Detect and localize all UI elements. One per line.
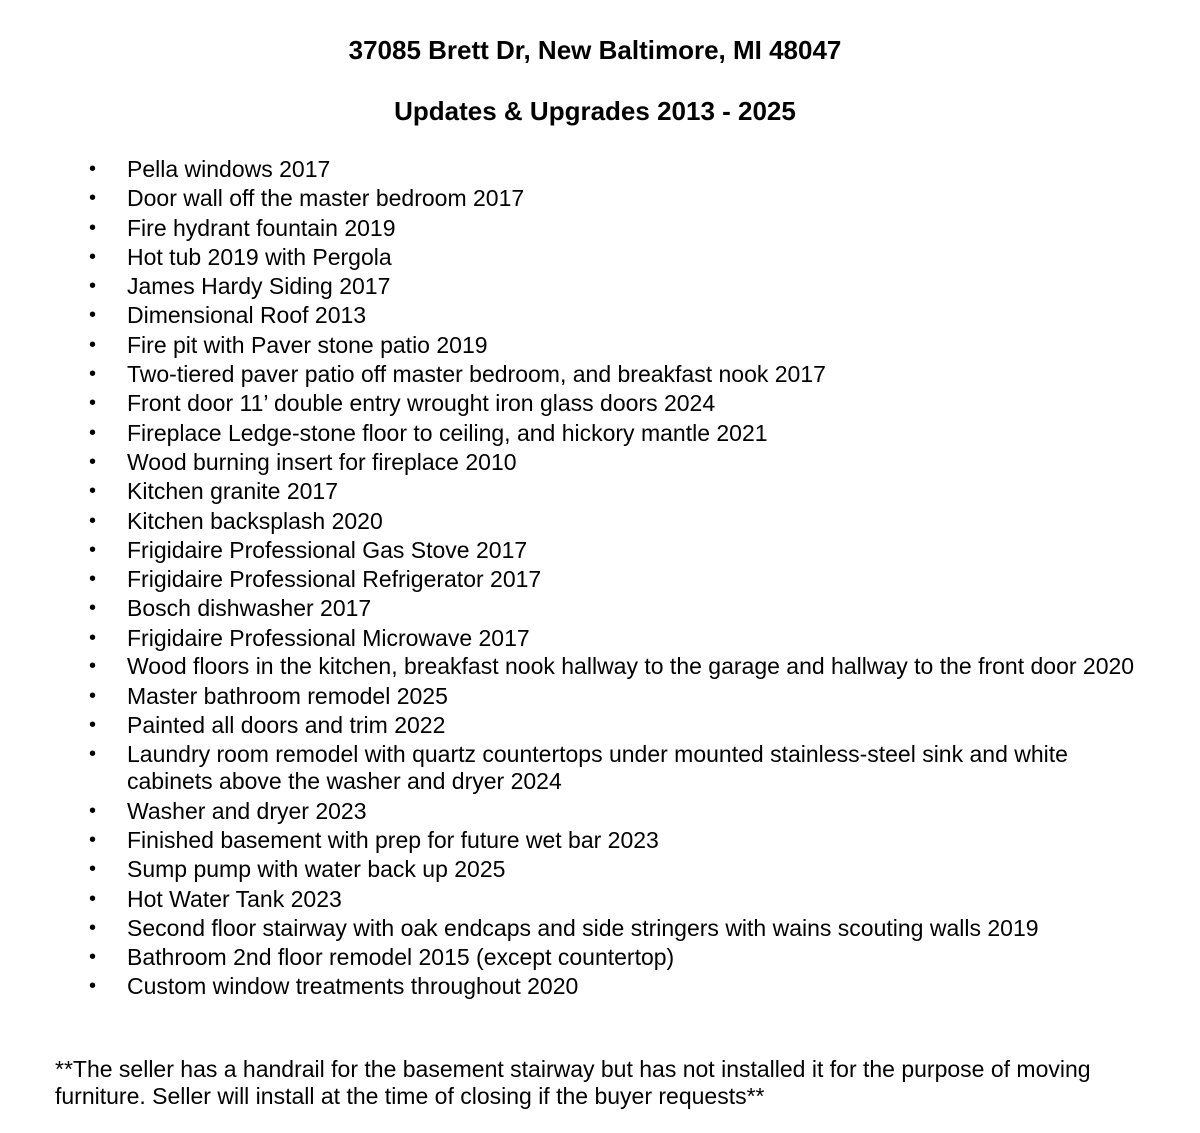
list-item — [89, 448, 1137, 477]
bullet-icon: • — [89, 714, 97, 737]
list-item-text: Frigidaire Professional Microwave 2017 — [127, 624, 530, 651]
list-item-text: Custom window treatments throughout 2020 — [127, 973, 579, 1000]
list-item-text: Laundry room remodel with quartz countertops under mounted stainless-steel sink and white cabinets above the washer and dryer 2024 — [127, 740, 1068, 794]
list-item — [89, 331, 1137, 360]
bullet-icon: • — [89, 450, 97, 473]
list-item — [89, 419, 1137, 448]
list-item — [89, 914, 1137, 943]
list-item — [89, 272, 1137, 301]
list-item — [89, 594, 1137, 623]
list-item — [89, 943, 1137, 972]
list-item-text: Second floor stairway with oak endcaps and side stringers with wains scouting walls 2019 — [127, 914, 1039, 941]
bullet-icon: • — [89, 568, 97, 591]
list-item — [89, 214, 1137, 243]
list-item-text: Hot tub 2019 with Pergola — [127, 243, 392, 270]
list-item-text: Two-tiered paver patio off master bedroom, and breakfast nook 2017 — [127, 361, 826, 388]
bullet-icon: • — [89, 421, 97, 444]
list-item-text: Door wall off the master bedroom 2017 — [127, 185, 525, 212]
bullet-icon: • — [89, 626, 97, 649]
document-title: 37085 Brett Dr, New Baltimore, MI 48047 — [348, 35, 842, 65]
bullet-icon: • — [89, 887, 97, 910]
list-item-text: Frigidaire Professional Refrigerator 2017 — [127, 566, 542, 593]
list-item-text: Wood burning insert for fireplace 2010 — [127, 448, 517, 475]
list-item-text: Fire pit with Paver stone patio 2019 — [127, 331, 488, 358]
list-item — [89, 624, 1137, 653]
bullet-icon: • — [89, 799, 97, 822]
bullet-icon: • — [89, 655, 97, 678]
list-item — [89, 797, 1137, 826]
upgrades-list — [89, 155, 1137, 1002]
list-item — [89, 885, 1137, 914]
bullet-icon: • — [89, 245, 97, 268]
list-item-text: Painted all doors and trim 2022 — [127, 712, 446, 739]
bullet-icon: • — [89, 158, 97, 180]
list-item-text: Finished basement with prep for future wet bar 2023 — [127, 826, 659, 853]
list-item-text: Fire hydrant fountain 2019 — [127, 214, 396, 241]
list-item-text: Fireplace Ledge-stone floor to ceiling, and hickory mantle 2021 — [127, 419, 768, 446]
list-item-text: Kitchen backsplash 2020 — [127, 507, 383, 534]
bullet-icon: • — [89, 509, 97, 532]
bullet-icon: • — [89, 858, 97, 881]
list-item — [89, 155, 1137, 184]
list-item — [89, 477, 1137, 506]
list-item-text: Hot Water Tank 2023 — [127, 885, 342, 912]
list-item — [89, 360, 1137, 389]
list-item-text: Bosch dishwasher 2017 — [127, 595, 372, 622]
bullet-icon: • — [89, 480, 97, 503]
list-item-text: Dimensional Roof 2013 — [127, 302, 367, 329]
list-item — [89, 711, 1137, 740]
document-subtitle: Updates & Upgrades 2013 - 2025 — [394, 96, 796, 126]
list-item — [89, 855, 1137, 884]
list-item-text: Frigidaire Professional Gas Stove 2017 — [127, 536, 528, 563]
bullet-icon: • — [89, 333, 97, 356]
list-item-text: Pella windows 2017 — [127, 156, 331, 182]
bullet-icon: • — [89, 975, 97, 998]
list-item — [89, 389, 1137, 418]
bullet-icon: • — [89, 392, 97, 415]
bullet-icon: • — [89, 275, 97, 298]
list-item-text: Front door 11’ double entry wrought iron glass doors 2024 — [127, 390, 716, 417]
list-item — [89, 301, 1137, 330]
bullet-icon: • — [89, 946, 97, 969]
list-item — [89, 565, 1137, 594]
bullet-icon: • — [89, 304, 97, 327]
list-item-text: Wood floors in the kitchen, breakfast nook hallway to the garage and hallway to the front door 2020 — [127, 653, 1135, 680]
list-item — [89, 536, 1137, 565]
list-item — [89, 682, 1137, 711]
list-item — [89, 653, 1137, 682]
list-item-text: James Hardy Siding 2017 — [127, 273, 391, 300]
list-item — [89, 740, 1137, 797]
bullet-icon: • — [89, 916, 97, 939]
bullet-icon: • — [89, 597, 97, 620]
bullet-icon: • — [89, 742, 97, 765]
list-item — [89, 184, 1137, 213]
seller-footnote: **The seller has a handrail for the basement stairway but has not installed it for the purpose of moving furniture. Seller will install at the time of closing if the buyer requests** — [55, 1056, 1091, 1109]
bullet-icon: • — [89, 828, 97, 851]
list-item — [89, 507, 1137, 536]
bullet-icon: • — [89, 216, 97, 239]
list-item-text: Washer and dryer 2023 — [127, 797, 367, 824]
bullet-icon: • — [89, 685, 97, 708]
bullet-icon: • — [89, 363, 97, 386]
bullet-icon: • — [89, 538, 97, 561]
list-item — [89, 826, 1137, 855]
list-item-text: Sump pump with water back up 2025 — [127, 856, 506, 883]
bullet-icon: • — [89, 187, 97, 210]
list-item-text: Master bathroom remodel 2025 — [127, 683, 448, 710]
list-item — [89, 972, 1137, 1001]
list-item-text: Kitchen granite 2017 — [127, 478, 338, 505]
list-item-text: Bathroom 2nd floor remodel 2015 (except countertop) — [127, 944, 675, 971]
list-item — [89, 243, 1137, 272]
